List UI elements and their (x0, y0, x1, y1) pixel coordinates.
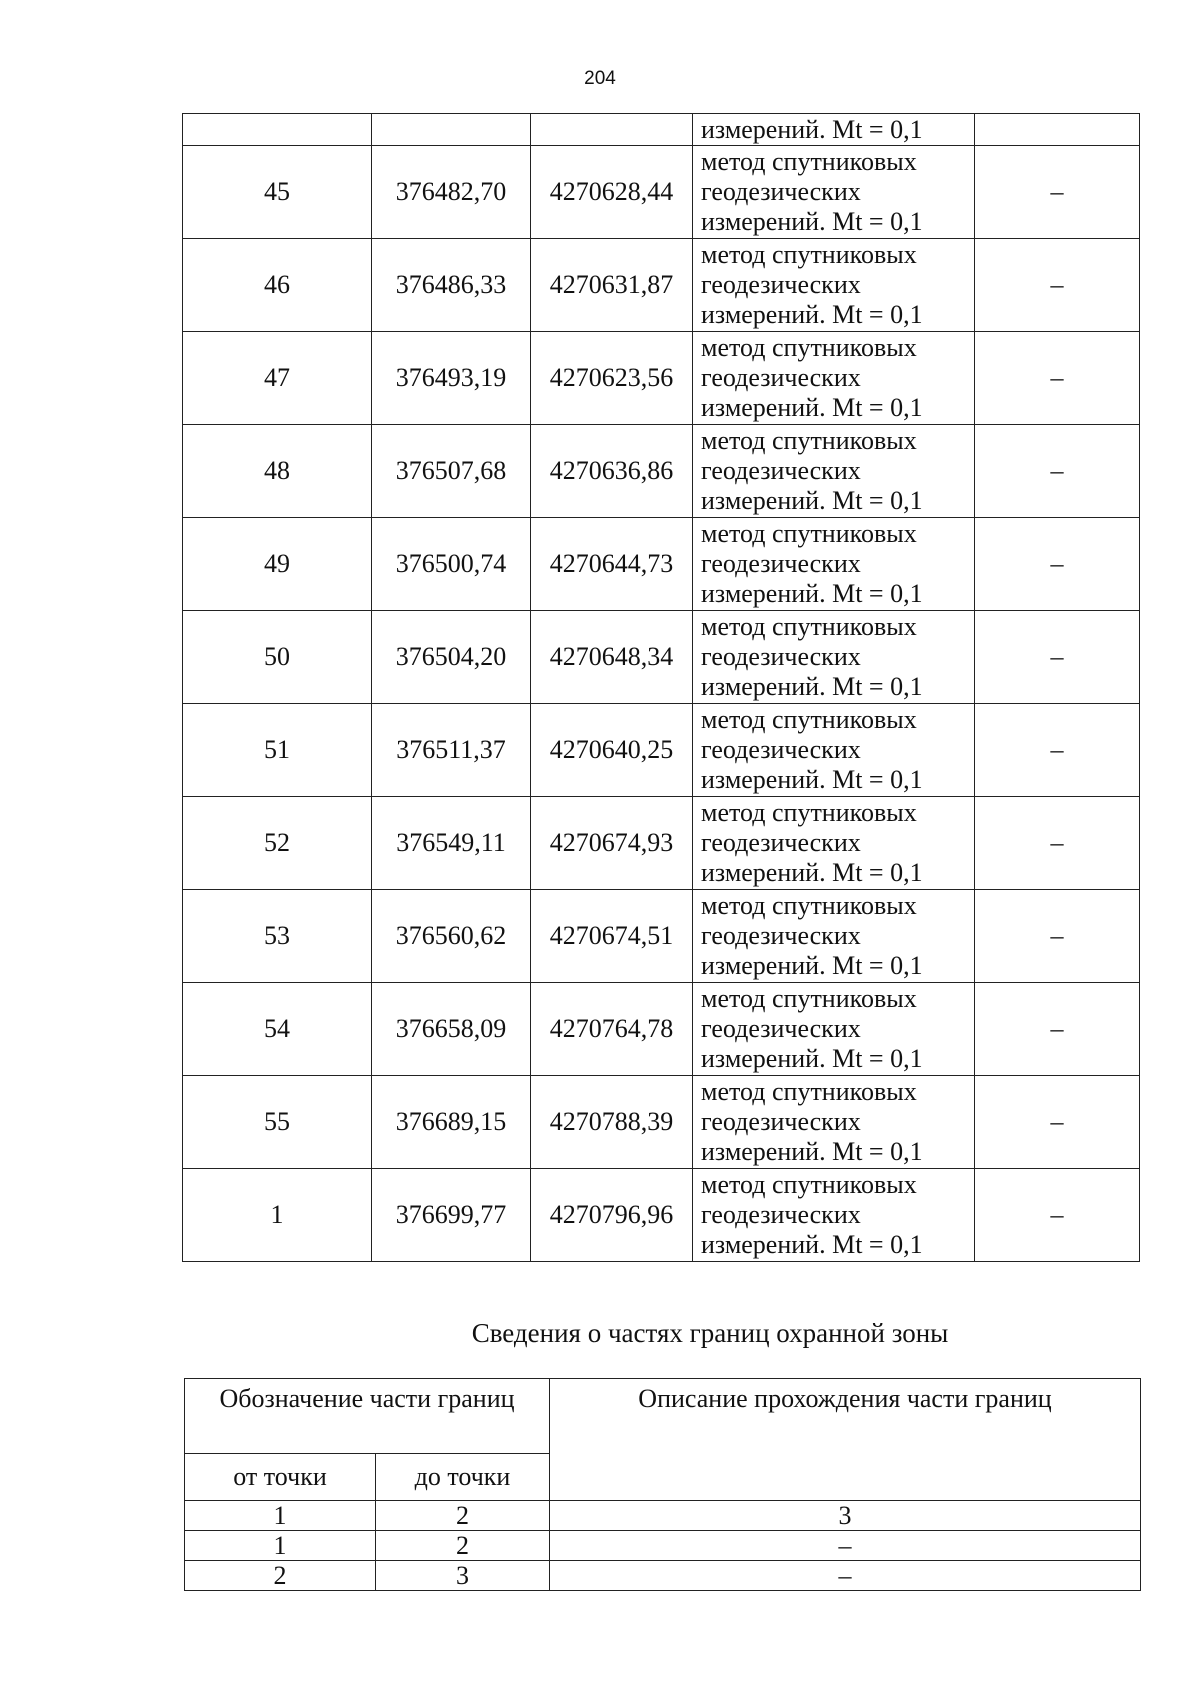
x-cell: 376658,09 (372, 983, 531, 1076)
to-point-header: до точки (376, 1454, 550, 1501)
y-cell: 4270764,78 (531, 983, 693, 1076)
method-line: измерений. Mt = 0,1 (701, 300, 923, 329)
method-cell: измерений. Mt = 0,1 (693, 114, 975, 146)
method-line: измерений. Mt = 0,1 (701, 393, 923, 422)
method-line: геодезических (701, 642, 861, 671)
method-line: измерений. Mt = 0,1 (701, 951, 923, 980)
method-cell (693, 890, 975, 983)
y-cell: 4270628,44 (531, 146, 693, 239)
y-cell: 4270648,34 (531, 611, 693, 704)
method-line: геодезических (701, 177, 861, 206)
point-cell: 1 (183, 1169, 372, 1262)
method-line: измерений. Mt = 0,1 (701, 765, 923, 794)
point-cell: 47 (183, 332, 372, 425)
from-point-cell: 2 (185, 1561, 376, 1591)
x-cell (372, 114, 531, 146)
method-line: метод спутниковых (701, 891, 917, 920)
method-cell (693, 1169, 975, 1262)
x-cell: 376500,74 (372, 518, 531, 611)
method-line: измерений. Mt = 0,1 (701, 207, 923, 236)
note-cell: – (975, 1076, 1140, 1169)
table-row (183, 611, 1140, 704)
note-cell (975, 114, 1140, 146)
note-cell: – (975, 425, 1140, 518)
point-cell: 50 (183, 611, 372, 704)
x-cell: 376560,62 (372, 890, 531, 983)
method-line: измерений. Mt = 0,1 (701, 1230, 923, 1259)
table-row (183, 425, 1140, 518)
x-cell: 376511,37 (372, 704, 531, 797)
note-cell: – (975, 611, 1140, 704)
method-line: измерений. Mt = 0,1 (701, 1044, 923, 1073)
note-cell: – (975, 797, 1140, 890)
method-line: геодезических (701, 735, 861, 764)
table-row (183, 1076, 1140, 1169)
x-cell: 376493,19 (372, 332, 531, 425)
note-cell: – (975, 332, 1140, 425)
method-line: метод спутниковых (701, 147, 917, 176)
point-cell: 54 (183, 983, 372, 1076)
method-line: метод спутниковых (701, 705, 917, 734)
method-line: геодезических (701, 1107, 861, 1136)
method-cell (693, 518, 975, 611)
method-cell (693, 611, 975, 704)
table-row (183, 797, 1140, 890)
table-row (183, 890, 1140, 983)
to-point-cell: 3 (376, 1561, 550, 1591)
description-header: Описание прохождения части границ (550, 1379, 1141, 1501)
method-cell (693, 332, 975, 425)
point-cell: 49 (183, 518, 372, 611)
method-cell (693, 983, 975, 1076)
point-cell: 52 (183, 797, 372, 890)
method-line: геодезических (701, 549, 861, 578)
x-cell: 376689,15 (372, 1076, 531, 1169)
method-line: геодезических (701, 921, 861, 950)
method-line: геодезических (701, 363, 861, 392)
method-line: метод спутниковых (701, 426, 917, 455)
y-cell: 4270623,56 (531, 332, 693, 425)
table-row (183, 518, 1140, 611)
from-point-header: от точки (185, 1454, 376, 1501)
point-cell (183, 114, 372, 146)
y-cell: 4270788,39 (531, 1076, 693, 1169)
point-cell: 46 (183, 239, 372, 332)
note-cell: – (975, 890, 1140, 983)
point-cell: 53 (183, 890, 372, 983)
method-line: метод спутниковых (701, 240, 917, 269)
note-cell: – (975, 239, 1140, 332)
method-line: геодезических (701, 456, 861, 485)
to-point-cell: 2 (376, 1531, 550, 1561)
note-cell: – (975, 146, 1140, 239)
table-row (183, 114, 1140, 146)
method-line: измерений. Mt = 0,1 (701, 1137, 923, 1166)
coordinates-table (182, 113, 1140, 1262)
x-cell: 376507,68 (372, 425, 531, 518)
method-line: геодезических (701, 1014, 861, 1043)
description-cell: – (550, 1561, 1141, 1591)
method-line: геодезических (701, 270, 861, 299)
method-line: измерений. Mt = 0,1 (701, 858, 923, 887)
method-line: метод спутниковых (701, 1077, 917, 1106)
note-cell: – (975, 518, 1140, 611)
y-cell: 4270636,86 (531, 425, 693, 518)
method-line: метод спутниковых (701, 333, 917, 362)
method-line: геодезических (701, 828, 861, 857)
x-cell: 376699,77 (372, 1169, 531, 1262)
method-cell (693, 1076, 975, 1169)
column-number: 3 (550, 1501, 1141, 1531)
from-point-cell: 1 (185, 1531, 376, 1561)
table-row (183, 146, 1140, 239)
boundary-parts-table (184, 1378, 1141, 1591)
point-cell: 55 (183, 1076, 372, 1169)
method-line: метод спутниковых (701, 519, 917, 548)
y-cell: 4270674,93 (531, 797, 693, 890)
point-cell: 48 (183, 425, 372, 518)
column-number-row (185, 1501, 1141, 1531)
note-cell: – (975, 983, 1140, 1076)
method-line: геодезических (701, 1200, 861, 1229)
y-cell: 4270796,96 (531, 1169, 693, 1262)
description-cell: – (550, 1531, 1141, 1561)
method-line: метод спутниковых (701, 612, 917, 641)
table-row (183, 983, 1140, 1076)
y-cell: 4270631,87 (531, 239, 693, 332)
y-cell: 4270640,25 (531, 704, 693, 797)
point-cell: 45 (183, 146, 372, 239)
table-row (183, 239, 1140, 332)
method-cell (693, 239, 975, 332)
method-line: измерений. Mt = 0,1 (701, 486, 923, 515)
table-row (183, 704, 1140, 797)
page-number: 204 (584, 68, 616, 89)
x-cell: 376504,20 (372, 611, 531, 704)
method-line: метод спутниковых (701, 798, 917, 827)
header-row (185, 1379, 1141, 1454)
table-row (185, 1561, 1141, 1591)
method-line: метод спутниковых (701, 984, 917, 1013)
y-cell (531, 114, 693, 146)
point-cell: 51 (183, 704, 372, 797)
y-cell: 4270674,51 (531, 890, 693, 983)
note-cell: – (975, 704, 1140, 797)
method-line: измерений. Mt = 0,1 (701, 672, 923, 701)
y-cell: 4270644,73 (531, 518, 693, 611)
method-cell (693, 704, 975, 797)
table-row (185, 1531, 1141, 1561)
table-row (183, 332, 1140, 425)
note-cell: – (975, 1169, 1140, 1262)
method-cell (693, 425, 975, 518)
column-number: 1 (185, 1501, 376, 1531)
column-number: 2 (376, 1501, 550, 1531)
method-cell (693, 146, 975, 239)
method-cell (693, 797, 975, 890)
method-line: измерений. Mt = 0,1 (701, 579, 923, 608)
method-line: метод спутниковых (701, 1170, 917, 1199)
x-cell: 376486,33 (372, 239, 531, 332)
table-row (183, 1169, 1140, 1262)
x-cell: 376549,11 (372, 797, 531, 890)
section-title: Сведения о частях границ охранной зоны (471, 1318, 949, 1348)
x-cell: 376482,70 (372, 146, 531, 239)
designation-header: Обозначение части границ (185, 1379, 550, 1454)
